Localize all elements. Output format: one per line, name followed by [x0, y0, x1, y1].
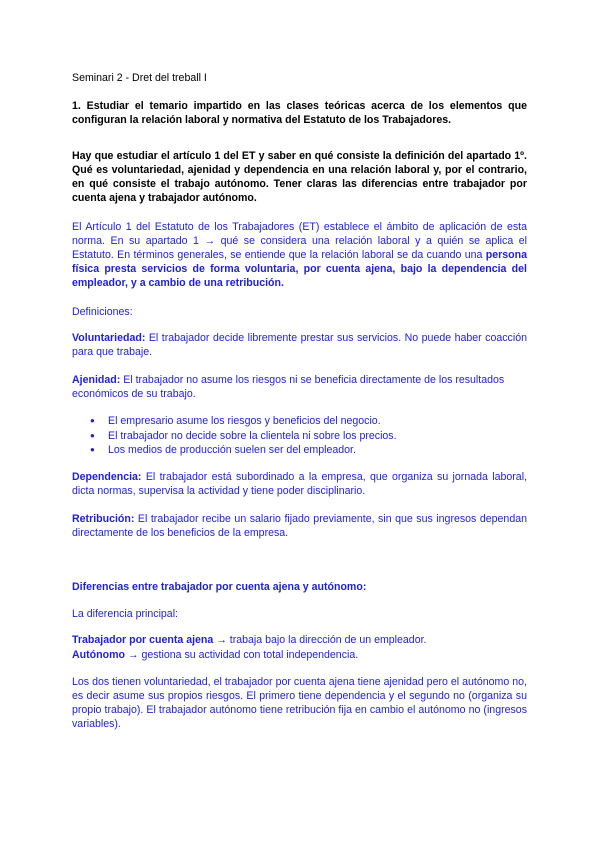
retribucion-definition [72, 512, 527, 540]
ajena-line [72, 633, 527, 647]
dependencia-definition [72, 470, 527, 498]
autonomo-line [72, 648, 527, 662]
document-title: Seminari 2 - Dret del treball I [72, 72, 207, 84]
intro-bold-definition: persona física presta servicios de forma voluntaria, por cuenta ajena, bajo la dependencia del empleador, y a cambio de una retribución. [72, 249, 527, 289]
question-heading: 1. Estudiar el temario impartido en las clases teóricas acerca de los elementos que configuran la relación laboral y normativa del Estatuto de los Trabajadores. [72, 100, 527, 126]
retribucion-text: El trabajador recibe un salario fijado previamente, sin que sus ingresos dependan directamente de los beneficios de la empresa. [72, 513, 527, 539]
autonomo-term: Autónomo [72, 649, 125, 661]
ajena-text: → trabaja bajo la dirección de un empleador. [213, 634, 427, 646]
ajenidad-bullet-list [72, 414, 527, 458]
definitions-heading: Definiciones: [72, 306, 133, 318]
voluntariedad-text: El trabajador decide libremente prestar sus servicios. No puede haber coacción para que trabaje. [72, 332, 527, 358]
ajena-term: Trabajador por cuenta ajena [72, 634, 214, 646]
list-item: ● El empresario asume los riesgos y beneficios del negocio. [72, 414, 527, 429]
ajenidad-term: Ajenidad: [72, 374, 121, 386]
differences-principal: La diferencia principal: [72, 608, 178, 620]
ajenidad-text: El trabajador no asume los riesgos ni se beneficia directamente de los resultados económicos de su trabajo. [72, 374, 505, 400]
list-item: ● El trabajador no decide sobre la clientela ni sobre los precios. [72, 429, 527, 444]
dependencia-text: El trabajador está subordinado a la empresa, que organiza su jornada laboral, dicta normas, supervisa la actividad y tiene poder disciplinario. [72, 471, 527, 497]
question-instruction: Hay que estudiar el artículo 1 del ET y saber en qué consiste la definición del apartado 1º. Qué es voluntariedad, ajenidad y dependencia en una relación laboral y, por el contrario, en qué consiste el trabajo autónomo. Tener claras las diferencias entre trabajador por cuenta ajena y trabajador autónomo. [72, 150, 527, 204]
ajenidad-definition [72, 373, 527, 401]
retribucion-term: Retribución: [72, 513, 135, 525]
differences-heading: Diferencias entre trabajador por cuenta ajena y autónomo: [72, 581, 367, 593]
intro-text: El Artículo 1 del Estatuto de los Trabajadores (ET) establece el ámbito de aplicación de esta norma. En su apartado 1 → qué se considera una relación laboral y a quién se aplica el Estatuto. En términos generales, se entiende que la relación laboral se da cuando una [72, 221, 527, 261]
dependencia-term: Dependencia: [72, 471, 142, 483]
voluntariedad-term: Voluntariedad: [72, 332, 146, 344]
intro-paragraph [72, 220, 527, 290]
list-item: ● Los medios de producción suelen ser del empleador. [72, 443, 527, 458]
differences-summary: Los dos tienen voluntariedad, el trabajador por cuenta ajena tiene ajenidad pero el autónomo no, es decir asume sus propios riesgos. El primero tiene dependencia y el segundo no (organiza su propio trabajo). El trabajador autónomo tiene retribución fija en cambio el autónomo no (ingresos variables). [72, 676, 527, 730]
voluntariedad-definition [72, 331, 527, 359]
autonomo-text: → gestiona su actividad con total independencia. [124, 649, 359, 661]
